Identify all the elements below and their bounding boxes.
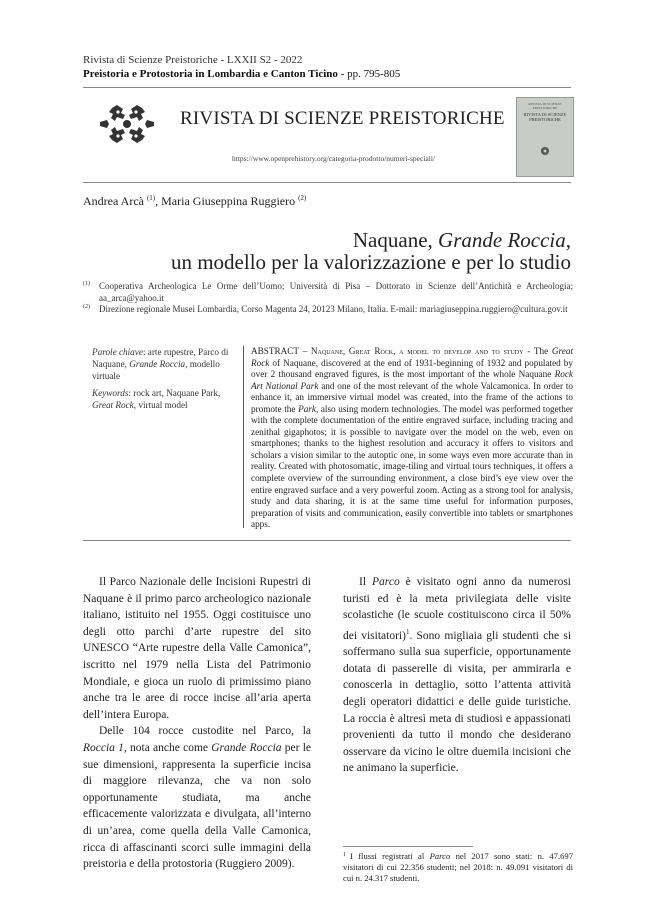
- body-italic-text: Parco: [372, 576, 400, 588]
- body-italic-text: Roccia 1: [83, 741, 124, 754]
- title-italic-text: Grande Roccia: [438, 228, 566, 252]
- footnote-text: nel 2017 sono stati: n. 47.697 visitatori di cui 22.356 studenti; nel 2018: n. 49.091 visitatori di cui n. 24.317 studenti.: [343, 851, 573, 883]
- body-text: Il: [359, 576, 373, 588]
- keywords-text: : arte rupestre, Parco di Naquane,: [92, 347, 229, 370]
- affiliations: [83, 281, 573, 316]
- body-text: . Sono migliaia gli studenti che si soffermano sulla sua superficie, opportunamente dotata di passerelle di visita, per ammirarla e conoscerla in dettaglio, sotto l’attenta attività degli operatori didattici e delle guide turistiche. La roccia è altresì meta di studiosi e appassionati provenienti da tutto il mondo che desiderano osservare da vicino le oltre duemila incisioni che ne animano la superficie.: [343, 629, 572, 775]
- keywords-english: [92, 387, 242, 411]
- affiliation-item: [83, 304, 573, 316]
- abstract-italic-text: Park: [298, 403, 316, 414]
- author-name: Maria Giuseppina Ruggiero: [161, 194, 296, 208]
- proceedings-title: Preistoria e Protostoria in Lombardia e Canton Ticino: [83, 68, 338, 80]
- keywords-italic-text: Great Rock: [92, 399, 134, 410]
- affiliation-mark: (1): [146, 194, 156, 202]
- journal-name: RIVISTA DI SCIENZE PREISTORICHE: [180, 108, 505, 129]
- body-italic-text: Grande Roccia: [211, 741, 282, 754]
- footnote: [343, 850, 573, 884]
- page-range: - pp. 795-805: [337, 68, 401, 80]
- affiliation-mark: (2): [298, 194, 307, 202]
- body-text: Delle 104 rocce custodite nel Parco, la: [99, 725, 311, 738]
- abstract-block: [251, 346, 573, 531]
- affiliation-text: Direzione regionale Musei Lombardia, Corso Magenta 24, 20123 Milano, Italia. E-mail: mariagiuseppina.ruggiero@cultura.gov.it: [99, 304, 568, 314]
- footnote-italic-text: Parco: [429, 851, 451, 861]
- abstract-text: of Naquane, discovered at the end of 1931-beginning of 1932 and populated by over 2 thousand engraved figures, is the most important of the whole Naquane: [251, 357, 573, 380]
- body-paragraph: [343, 574, 571, 777]
- keywords-text: , virtual model: [133, 399, 188, 410]
- journal-url-link[interactable]: https://www.openprehistory.org/categoria-prodotto/numeri-speciali/: [232, 154, 436, 163]
- body-column-left: [83, 574, 311, 873]
- abstract-text: - The: [523, 346, 552, 356]
- keywords-text: , modello virtuale: [92, 359, 220, 382]
- cover-small-text: RIVISTA DI SCIENZE PREISTORICHE: [528, 102, 562, 110]
- abstract-heading: ABSTRACT – Naquane, Great Rock, a model to develop and to study: [251, 346, 524, 356]
- header-rule-bottom: [83, 182, 571, 183]
- affiliation-item: [83, 281, 573, 304]
- body-column-right: [343, 574, 571, 777]
- keywords-label: Keywords: [92, 387, 129, 398]
- abstract-text: and one of the most relevant of the whole Valcamonica. In order to enhance it, an immersive virtual model was created, into the frame of the actions to promote the: [251, 380, 574, 414]
- body-text: per le sue dimensioni, rappresenta la superficie incisa di maggiore rilevanza, che va non solo opportunamente studiata, ma anche efficacemente valorizzata e divulgata, all’interno di un’area, come quella della Valle Camonica, ricca di affascinanti scorci sulle immagini della preistoria e della protostoria (Ruggiero 2009).: [83, 741, 311, 871]
- keywords-block: [92, 346, 242, 415]
- keywords-label: Parole chiave: [92, 347, 143, 357]
- abstract-divider: [243, 346, 244, 528]
- title-comma: ,: [565, 228, 571, 252]
- keywords-italian: [92, 346, 242, 383]
- author-name: Andrea Arcà: [83, 194, 144, 208]
- author-separator: ,: [155, 194, 162, 208]
- keywords-text: : rock art, Naquane Park,: [128, 387, 221, 398]
- footnote-mark: 1: [343, 852, 346, 858]
- title-text: Naquane,: [352, 228, 439, 252]
- proceedings-line: [83, 68, 400, 80]
- body-paragraph: [83, 723, 311, 872]
- journal-logo-icon: [97, 103, 157, 145]
- header-rule-top: [83, 87, 571, 88]
- article-title-line2: un modello per la valorizzazione e per lo studio: [170, 250, 571, 274]
- footnote-rule: [343, 846, 473, 847]
- journal-cover-thumbnail: [516, 97, 574, 177]
- authors-line: [83, 194, 306, 209]
- journal-issue-line: Rivista di Scienze Preistoriche - LXXII S2 - 2022: [83, 54, 303, 66]
- body-text: è visitato ogni anno da numerosi turisti ed è la meta privilegiata delle visite scolastiche (le scuole costituiscono circa il 50% dei visitatori): [343, 576, 571, 642]
- abstract-text: , also using modern technologies. The model was performed together with the complete documentation of the entire engraved surface, including tracing and zenithal gigaphotos; it is possible to navigate over the model on the web, even on smartphones; thanks to the highest resolution and accuracy it offers to visitors and scholars a vision similar to the autoptic one, in some ways even more accurate than in reality. Created with photosomatic, image-tiling and virtual tours techniques, it offers a complete overview of the surrounding environment, a close bird’s eye view over the entire engraved surface and a very powerful zoom. Acting as a strong tool for analysis, study and data sharing, it is at the same time useful for information purposes, preparation of visits and communication, easily convertible into tablets or smartphones apps.: [251, 403, 573, 530]
- abstract-italic-text: Rock Art National Park: [251, 369, 573, 391]
- abstract-italic-text: Great Rock: [251, 346, 573, 368]
- body-paragraph: Il Parco Nazionale delle Incisioni Rupestri di Naquane è il primo parco archeologico nazionale italiano, istituito nel 1955. Oggi costituisce uno degli otto parchi d’arte rupestre del sito UNESCO “Arte rupestre della Valle Camonica”, iscritto nel 1979 nella Lista del Patrimonio Mondiale, e gioca un ruolo di primissimo piano anche tra le aree di rocce incise all’aria aperta dell’intera Europa.: [83, 576, 311, 721]
- affiliation-text: Cooperativa Archeologica Le Orme dell’Uomo; Università di Pisa – Dottorato in Scienze dell’Antichità e Archeologia; aa_arca@yahoo.it: [99, 281, 573, 303]
- abstract-rule: [83, 540, 571, 541]
- body-text: , nota anche come: [123, 741, 212, 754]
- affiliation-mark: (1): [83, 281, 90, 287]
- keywords-italic-text: Grande Roccia: [129, 359, 186, 370]
- footnote-reference[interactable]: 1: [405, 627, 410, 636]
- footnote-text: I flussi registrati al: [350, 851, 430, 861]
- cover-title: RIVISTA DI SCIENZE PREISTORICHE: [523, 112, 567, 122]
- cover-emblem-icon: [540, 146, 550, 156]
- affiliation-mark: (2): [83, 304, 90, 310]
